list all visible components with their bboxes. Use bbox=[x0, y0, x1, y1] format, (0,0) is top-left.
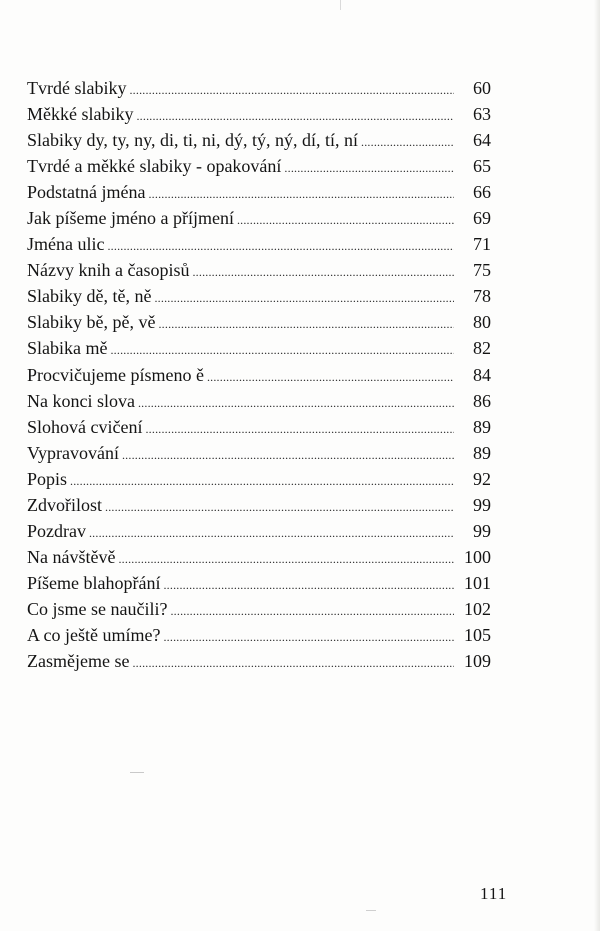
dot-leader bbox=[138, 390, 454, 416]
scan-smudge bbox=[130, 772, 144, 773]
toc-entry-page: 75 bbox=[473, 260, 491, 281]
toc-entry-title: Procvičujeme písmeno ě bbox=[27, 364, 204, 385]
toc-entry-title: Slabiky dě, tě, ně bbox=[27, 286, 152, 307]
toc-entry-page: 60 bbox=[473, 78, 491, 98]
toc-entry bbox=[27, 414, 491, 440]
dot-leader bbox=[70, 468, 454, 494]
toc-entry bbox=[27, 179, 491, 205]
dot-leader bbox=[284, 155, 454, 181]
dot-leader bbox=[158, 311, 454, 337]
dot-leader bbox=[163, 572, 454, 598]
toc-entry-page: 66 bbox=[473, 182, 491, 203]
toc-entry bbox=[27, 75, 491, 101]
toc-entry bbox=[27, 492, 491, 518]
toc-entry-page: 71 bbox=[473, 234, 491, 255]
table-of-contents bbox=[27, 75, 491, 674]
dot-leader bbox=[132, 650, 454, 676]
dot-leader bbox=[105, 494, 454, 520]
toc-entry bbox=[27, 257, 491, 283]
toc-entry-title: Píšeme blahopřání bbox=[27, 572, 161, 593]
toc-entry-page: 69 bbox=[473, 208, 491, 229]
toc-entry-title: Jména ulic bbox=[27, 234, 105, 255]
toc-entry bbox=[27, 388, 491, 414]
toc-entry-page: 82 bbox=[473, 338, 491, 359]
toc-entry-title: Slabika mě bbox=[27, 338, 108, 359]
toc-entry-title: Podstatná jména bbox=[27, 182, 146, 203]
dot-leader bbox=[170, 598, 454, 624]
toc-entry-page: 78 bbox=[473, 286, 491, 307]
toc-entry-title: Popis bbox=[27, 468, 68, 489]
toc-entry bbox=[27, 544, 491, 570]
toc-entry-title: Pozdrav bbox=[27, 520, 86, 541]
toc-entry-page: 89 bbox=[473, 416, 491, 437]
toc-entry-page: 99 bbox=[473, 494, 491, 515]
toc-entry bbox=[27, 101, 491, 127]
toc-entry bbox=[27, 648, 491, 674]
toc-entry-page: 65 bbox=[473, 156, 491, 177]
toc-entry-page: 63 bbox=[473, 104, 491, 125]
dot-leader bbox=[154, 285, 454, 311]
toc-entry-title: A co ještě umíme? bbox=[27, 624, 161, 645]
dot-leader bbox=[107, 233, 454, 259]
toc-entry-title: Na návštěvě bbox=[27, 546, 116, 567]
dot-leader bbox=[237, 207, 454, 233]
toc-entry-title: Slabiky dy, ty, ny, di, ti, ni, dý, tý, ný, dí, tí, ní bbox=[27, 130, 359, 151]
scan-smudge bbox=[366, 910, 376, 911]
toc-entry bbox=[27, 466, 491, 492]
dot-leader bbox=[361, 129, 454, 155]
toc-entry-page: 109 bbox=[464, 651, 491, 672]
scan-mark bbox=[340, 0, 341, 10]
dot-leader bbox=[89, 520, 454, 546]
toc-entry-title: Jak píšeme jméno a příjmení bbox=[27, 208, 234, 229]
dot-leader bbox=[163, 624, 454, 650]
toc-entry-title: Názvy knih a časopisů bbox=[27, 260, 190, 281]
toc-entry-title: Co jsme se naučili? bbox=[27, 598, 168, 619]
dot-leader bbox=[145, 416, 454, 442]
toc-entry-title: Slabiky bě, pě, vě bbox=[27, 312, 156, 333]
toc-entry-page: 101 bbox=[464, 572, 491, 593]
toc-entry bbox=[27, 596, 491, 622]
toc-entry-page: 64 bbox=[473, 130, 491, 151]
toc-entry-title: Vypravování bbox=[27, 442, 119, 463]
toc-entry-page: 80 bbox=[473, 312, 491, 333]
toc-entry-page: 84 bbox=[473, 364, 491, 385]
toc-entry bbox=[27, 440, 491, 466]
dot-leader bbox=[129, 77, 454, 103]
toc-entry bbox=[27, 622, 491, 648]
toc-entry-page: 89 bbox=[473, 442, 491, 463]
toc-entry-page: 86 bbox=[473, 390, 491, 411]
toc-entry bbox=[27, 309, 491, 335]
toc-entry-page: 92 bbox=[473, 468, 491, 489]
page-number: 111 bbox=[480, 884, 508, 903]
page-edge-shadow bbox=[594, 0, 600, 931]
toc-entry bbox=[27, 362, 491, 388]
toc-entry-page: 100 bbox=[464, 546, 491, 567]
dot-leader bbox=[122, 442, 454, 468]
toc-entry bbox=[27, 205, 491, 231]
toc-entry-title: Měkké slabiky bbox=[27, 104, 134, 125]
dot-leader bbox=[118, 546, 454, 572]
dot-leader bbox=[136, 103, 454, 129]
toc-entry-page: 99 bbox=[473, 520, 491, 541]
toc-entry bbox=[27, 283, 491, 309]
toc-entry-title: Tvrdé a měkké slabiky - opakování bbox=[27, 156, 282, 177]
toc-entry-title: Zasmějeme se bbox=[27, 651, 130, 672]
dot-leader bbox=[192, 259, 454, 285]
toc-entry-title: Tvrdé slabiky bbox=[27, 78, 127, 98]
dot-leader bbox=[110, 337, 454, 363]
dot-leader bbox=[207, 364, 454, 390]
toc-entry-title: Na konci slova bbox=[27, 390, 135, 411]
toc-entry-title: Zdvořilost bbox=[27, 494, 102, 515]
toc-entry bbox=[27, 153, 491, 179]
toc-entry-page: 102 bbox=[464, 598, 491, 619]
toc-entry-page: 105 bbox=[464, 624, 491, 645]
toc-entry bbox=[27, 127, 491, 153]
toc-entry bbox=[27, 518, 491, 544]
toc-entry bbox=[27, 335, 491, 361]
toc-entry-title: Slohová cvičení bbox=[27, 416, 143, 437]
toc-entry bbox=[27, 231, 491, 257]
toc-entry bbox=[27, 570, 491, 596]
dot-leader bbox=[148, 181, 454, 207]
